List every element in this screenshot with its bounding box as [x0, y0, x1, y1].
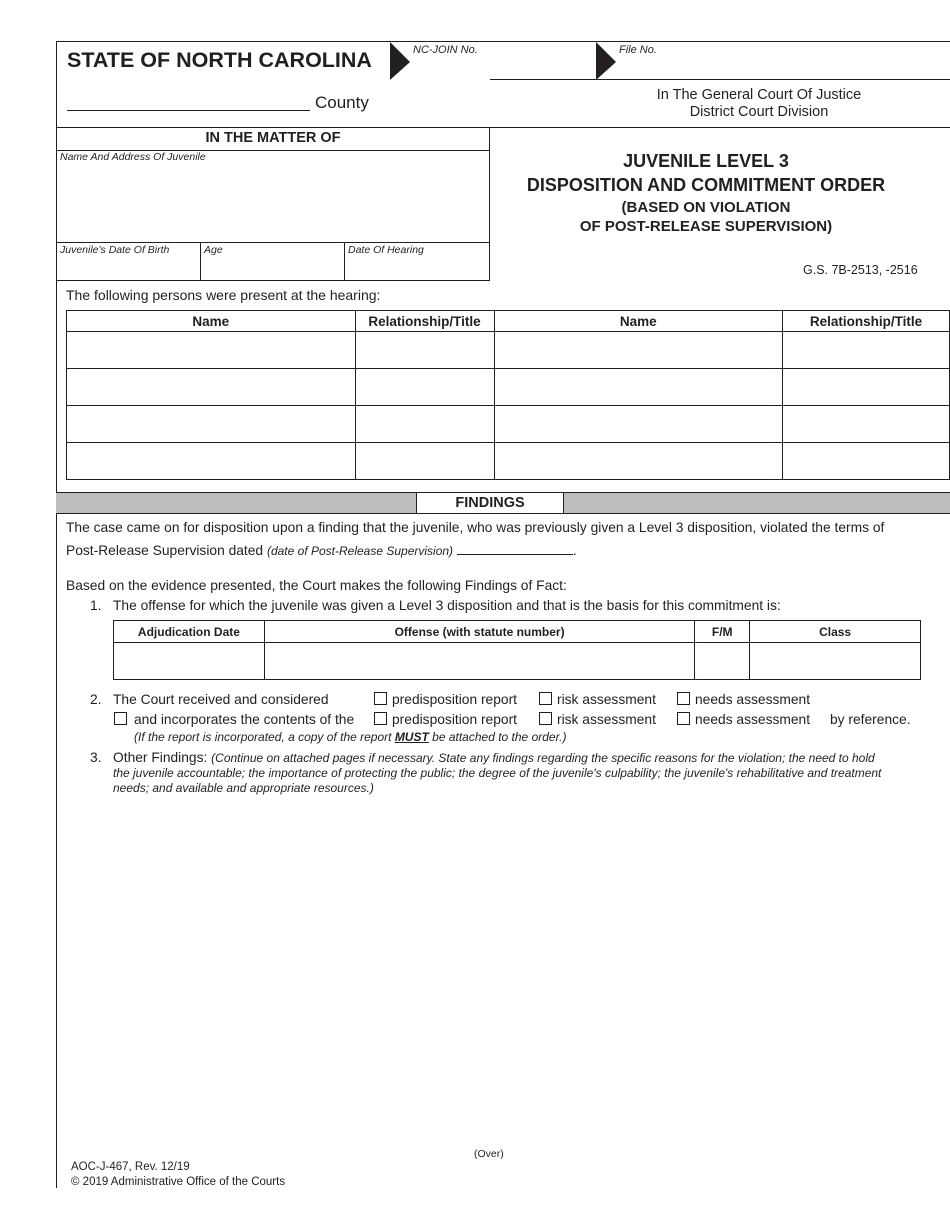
statute-reference: G.S. 7B-2513, -2516: [803, 263, 918, 277]
top-border: [56, 41, 950, 42]
form-title-line-3: (BASED ON VIOLATION: [621, 199, 791, 216]
hearing-date-field[interactable]: [348, 258, 486, 278]
table-row: [67, 332, 950, 369]
incorporation-note: [134, 730, 566, 744]
col-offense: Offense (with statute number): [264, 621, 694, 643]
table-row: [114, 643, 921, 680]
file-no-field[interactable]: [620, 58, 940, 76]
hearing-date-label: Date Of Hearing: [348, 244, 424, 256]
item-3-line-1: [113, 750, 875, 765]
item-2-number: 2.: [90, 692, 102, 707]
age-field[interactable]: [204, 258, 340, 278]
other-findings-hint-1: (Continue on attached pages if necessary. State any findings regarding the specific reasons for the violation; the need to hold: [211, 751, 875, 765]
findings-para-2: Based on the evidence presented, the Court makes the following Findings of Fact:: [66, 578, 567, 593]
name-cell[interactable]: [67, 332, 356, 369]
note-part-a: (If the report is incorporated, a copy of the report: [134, 730, 392, 744]
name-cell[interactable]: [494, 406, 783, 443]
table-row: [67, 369, 950, 406]
copyright: © 2019 Administrative Office of the Courts: [71, 1176, 286, 1188]
nc-join-label: NC-JOIN No.: [413, 44, 478, 56]
name-cell[interactable]: [494, 369, 783, 406]
dob-field[interactable]: [60, 258, 196, 278]
incorporated-needs-label: needs assessment: [695, 712, 811, 727]
relationship-cell[interactable]: [355, 332, 494, 369]
age-label: Age: [204, 244, 223, 256]
incorporated-risk-label: risk assessment: [557, 712, 656, 727]
form-number: AOC-J-467, Rev. 12/19: [71, 1161, 190, 1173]
other-findings-hint-3: needs; and available and appropriate resources.): [113, 781, 374, 795]
dob-divider: [200, 242, 201, 280]
post-release-date-hint: (date of Post-Release Supervision): [266, 544, 454, 558]
note-must: MUST: [394, 730, 429, 744]
name-address-field[interactable]: [60, 166, 485, 238]
findings-para-1b: [66, 542, 577, 558]
received-predisposition-checkbox[interactable]: [374, 692, 387, 705]
file-no-label: File No.: [619, 44, 657, 56]
incorporated-predisposition-checkbox[interactable]: [374, 712, 387, 725]
received-needs-checkbox[interactable]: [677, 692, 690, 705]
over-label: (Over): [474, 1148, 504, 1160]
form-title-line-4: OF POST-RELEASE SUPERVISION): [579, 218, 833, 235]
matter-title: IN THE MATTER OF: [205, 130, 341, 146]
findings-header: FINDINGS: [416, 492, 564, 514]
relationship-cell[interactable]: [355, 443, 494, 480]
incorporated-risk-checkbox[interactable]: [539, 712, 552, 725]
by-reference-label: by reference.: [830, 712, 911, 727]
col-name-2: Name: [494, 311, 783, 332]
relationship-cell[interactable]: [783, 332, 950, 369]
item-1-number: 1.: [90, 598, 102, 613]
post-release-period: .: [572, 543, 577, 558]
header-divider: [490, 79, 950, 80]
col-adjudication-date: Adjudication Date: [114, 621, 265, 643]
present-intro: The following persons were present at the hearing:: [66, 287, 381, 303]
relationship-cell[interactable]: [783, 369, 950, 406]
matter-bottom-line: [56, 280, 490, 281]
name-cell[interactable]: [494, 332, 783, 369]
post-release-label: Post-Release Supervision dated: [66, 543, 264, 558]
item-3-number: 3.: [90, 750, 102, 765]
received-risk-checkbox[interactable]: [539, 692, 552, 705]
fm-cell[interactable]: [695, 643, 750, 680]
incorporated-predisposition-label: predisposition report: [392, 712, 518, 727]
table-row: [67, 443, 950, 480]
county-field[interactable]: [67, 92, 310, 111]
state-title: STATE OF NORTH CAROLINA: [67, 48, 372, 72]
incorporates-checkbox[interactable]: [114, 712, 127, 725]
name-cell[interactable]: [67, 406, 356, 443]
age-divider: [344, 242, 345, 280]
name-cell[interactable]: [494, 443, 783, 480]
col-relationship-1: Relationship/Title: [355, 311, 494, 332]
form-title-line-2: DISPOSITION AND COMMITMENT ORDER: [526, 175, 886, 195]
post-release-date-field[interactable]: [457, 542, 573, 555]
name-address-label: Name And Address Of Juvenile: [60, 151, 206, 163]
item-2-text-a: The Court received and considered: [113, 692, 329, 707]
table-row: [67, 406, 950, 443]
offense-cell[interactable]: [264, 643, 694, 680]
court-line-1: In The General Court Of Justice: [656, 87, 862, 103]
col-name-1: Name: [67, 311, 356, 332]
other-findings-hint-2: the juvenile accountable; the importance of protecting the public; the degree of the juvenile's culpability; the juvenile's rehabilitative and treatment: [113, 766, 882, 780]
item-1-text: The offense for which the juvenile was given a Level 3 disposition and that is the basis for this commitment is:: [113, 598, 781, 613]
findings-para-1a: The case came on for disposition upon a finding that the juvenile, who was previously given a Level 3 disposition, violated the terms of: [66, 520, 885, 535]
dob-label: Juvenile's Date Of Birth: [60, 244, 170, 256]
other-findings-label: Other Findings:: [113, 750, 208, 765]
received-needs-label: needs assessment: [695, 692, 811, 707]
form-title-line-1: JUVENILE LEVEL 3: [623, 151, 789, 171]
dob-row-top: [56, 242, 490, 243]
incorporated-needs-checkbox[interactable]: [677, 712, 690, 725]
offense-table: [113, 620, 921, 680]
nc-join-arrow-icon: [390, 42, 412, 82]
col-fm: F/M: [695, 621, 750, 643]
name-cell[interactable]: [67, 443, 356, 480]
class-cell[interactable]: [750, 643, 921, 680]
left-border: [56, 41, 57, 1188]
relationship-cell[interactable]: [783, 406, 950, 443]
relationship-cell[interactable]: [783, 443, 950, 480]
col-class: Class: [750, 621, 921, 643]
name-cell[interactable]: [67, 369, 356, 406]
file-no-arrow-icon: [596, 42, 618, 82]
relationship-cell[interactable]: [355, 406, 494, 443]
adjudication-date-cell[interactable]: [114, 643, 265, 680]
persons-present-table: [66, 310, 950, 480]
county-label: County: [315, 93, 369, 112]
received-predisposition-label: predisposition report: [392, 692, 518, 707]
received-risk-label: risk assessment: [557, 692, 656, 707]
relationship-cell[interactable]: [355, 369, 494, 406]
other-findings-field[interactable]: [113, 800, 921, 1140]
header-bottom-line: [56, 127, 950, 128]
item-2-text-b: and incorporates the contents of the: [134, 712, 355, 727]
court-line-2: District Court Division: [689, 104, 829, 120]
note-part-b: be attached to the order.): [432, 730, 567, 744]
col-relationship-2: Relationship/Title: [783, 311, 950, 332]
